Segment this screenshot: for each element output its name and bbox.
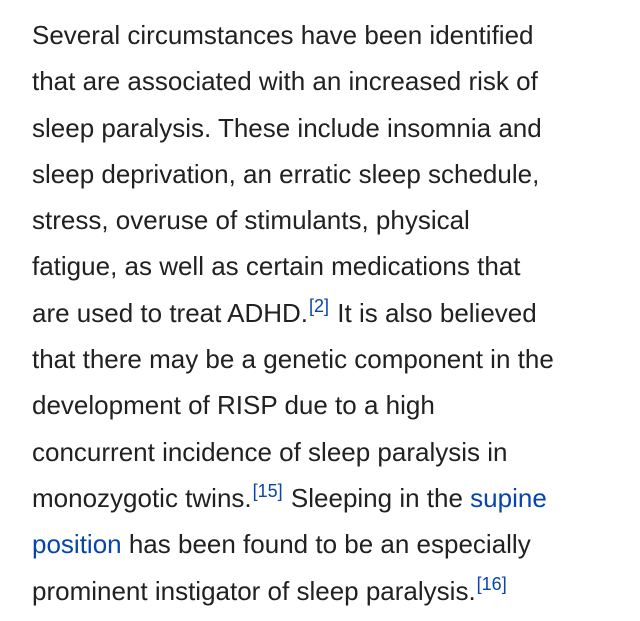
- text-line-13: [32, 568, 612, 614]
- citation-link-2[interactable]: [2]: [309, 295, 330, 316]
- article-paragraph: [32, 12, 612, 614]
- text-line-5: stress, overuse of stimulants, physical: [32, 205, 470, 236]
- text-segment: has been found to be an especially: [121, 529, 531, 560]
- text-line-8: that there may be a genetic component in the: [32, 344, 554, 375]
- text-segment: prominent instigator of sleep paralysis.: [32, 575, 476, 606]
- citation-link-16[interactable]: [16]: [476, 573, 507, 594]
- text-line-11: [32, 475, 612, 521]
- supine-position-link-continued[interactable]: position: [32, 529, 122, 560]
- supine-position-link[interactable]: supine: [470, 482, 547, 513]
- text-line-9: development of RISP due to a high: [32, 390, 435, 421]
- text-line-10: concurrent incidence of sleep paralysis in: [32, 436, 508, 467]
- text-segment: monozygotic twins.: [32, 482, 252, 513]
- text-line-7: [32, 290, 612, 336]
- text-line-3: sleep paralysis. These include insomnia and: [32, 112, 542, 143]
- citation-link-15[interactable]: [15]: [252, 480, 283, 501]
- text-line-6: fatigue, as well as certain medications that: [32, 251, 521, 282]
- text-segment: Sleeping in the: [283, 482, 471, 513]
- text-line-1: Several circumstances have been identified: [32, 20, 534, 50]
- text-line-2: that are associated with an increased risk of: [32, 66, 538, 97]
- text-line-12: [32, 521, 612, 567]
- text-segment: are used to treat ADHD.: [32, 297, 309, 328]
- text-line-4: sleep deprivation, an erratic sleep schedule,: [32, 158, 540, 189]
- text-segment: It is also believed: [330, 297, 537, 328]
